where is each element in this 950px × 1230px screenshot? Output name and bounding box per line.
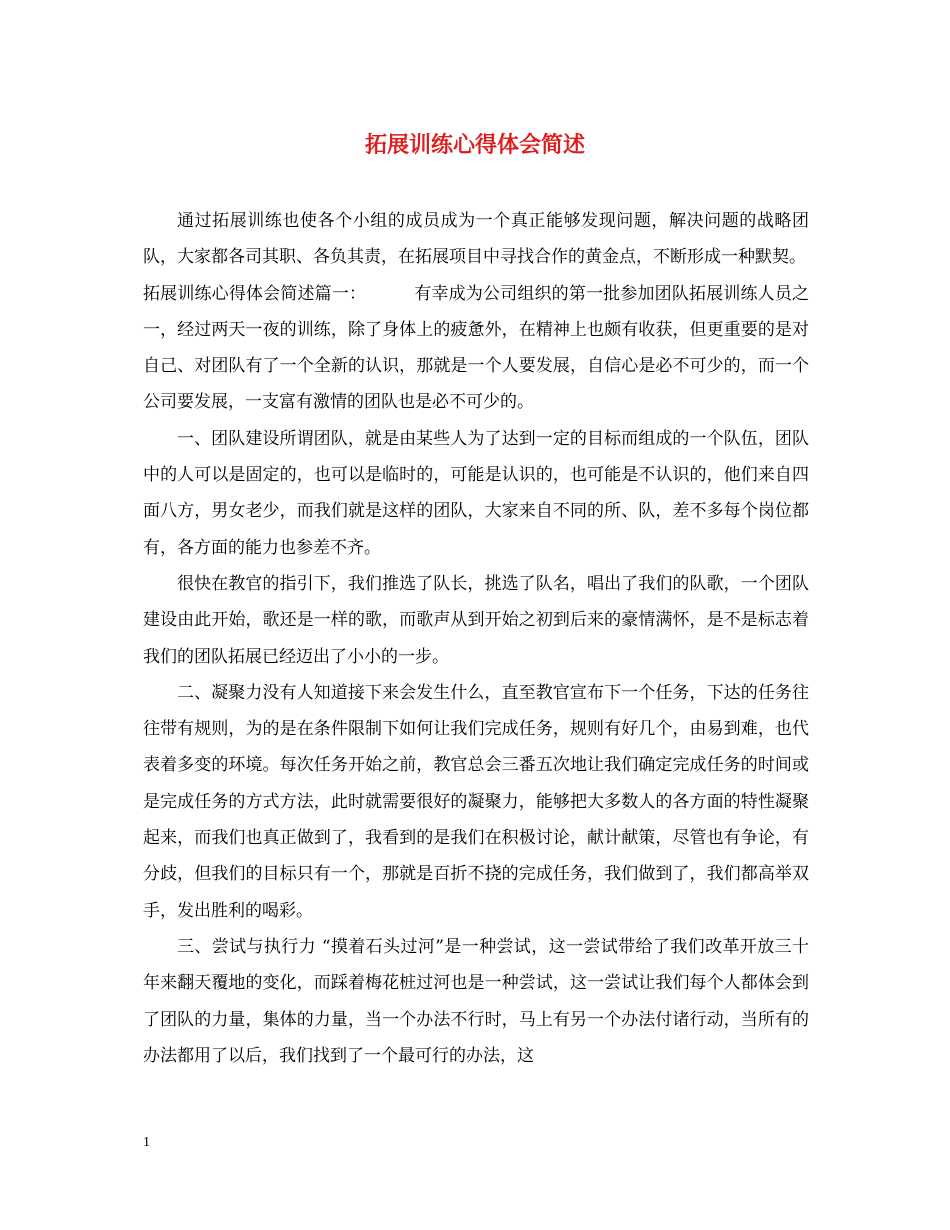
paragraph-3: 一、团队建设所谓团队，就是由某些人为了达到一定的目标而组成的一个队伍，团队中的人可以是固定的，也可以是临时的，可能是认识的，也可能是不认识的，他们来自四面八方，男女老少，而我们就是这样的团队，大家来自不同的所、队，差不多每个岗位都有，各方面的能力也参差不齐。 [143, 428, 809, 558]
page-number: 1 [143, 1135, 150, 1150]
paragraph-2-text: 有幸成为公司组织的第一批参加团队拓展训练人员之一，经过两天一夜的训练，除了身体上的疲惫外，在精神上也颇有收获，但更重要的是对自己、对团队有了一个全新的认识，那就是一个人要发展，自信心是必不可少的，而一个公司要发展，一支富有激情的团队也是必不可少的。 [143, 283, 810, 413]
paragraph-4: 很快在教官的指引下，我们推选了队长，挑选了队名，唱出了我们的队歌，一个团队建设由此开始，歌还是一样的歌，而歌声从到开始之初到后来的豪情满怀，是不是标志着我们的团队拓展已经迈出了小小的一步。 [143, 573, 809, 667]
paragraph-1: 通过拓展训练也使各个小组的成员成为一个真正能够发现问题，解决问题的战略团队，大家都各司其职、各负其责，在拓展项目中寻找合作的黄金点，不断形成一种默契。 [143, 211, 809, 268]
paragraph-6: 三、尝试与执行力 “摸着石头过河”是一种尝试，这一尝试带给了我们改革开放三十年来翻天覆地的变化，而踩着梅花桩过河也是一种尝试，这一尝试让我们每个人都体会到了团队的力量，集体的力量，当一个办法不行时，马上有另一个办法付诸行动，当所有的办法都用了以后，我们找到了一个最可行的办法，这 [143, 936, 809, 1066]
section-label: 拓展训练心得体会简述篇一： [143, 283, 367, 304]
paragraph-2 [143, 276, 809, 421]
document-body [143, 203, 809, 1074]
paragraph-5: 二、凝聚力没有人知道接下来会发生什么，直至教官宣布下一个任务，下达的任务往往带有规则，为的是在条件限制下如何让我们完成任务，规则有好几个，由易到难，也代表着多变的环境。每次任务开始之前，教官总会三番五次地让我们确定完成任务的时间或是完成任务的方式方法，此时就需要很好的凝聚力，能够把大多数人的各方面的特性凝聚起来，而我们也真正做到了，我看到的是我们在积极讨论，献计献策，尽管也有争论，有分歧，但我们的目标只有一个，那就是百折不挠的完成任务，我们做到了，我们都高举双手，发出胜利的喝彩。 [143, 682, 809, 921]
document-title: 拓展训练心得体会简述 [364, 132, 585, 158]
